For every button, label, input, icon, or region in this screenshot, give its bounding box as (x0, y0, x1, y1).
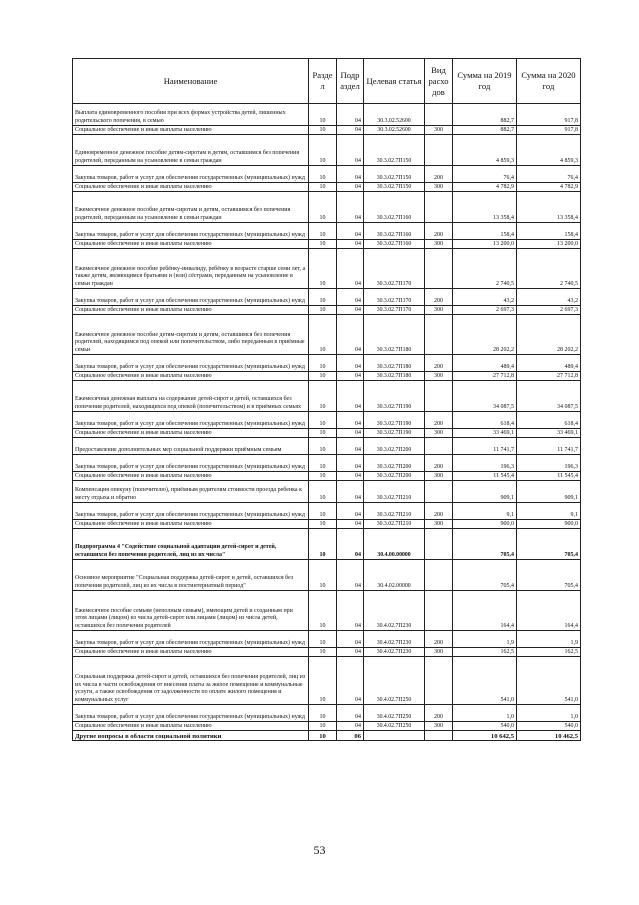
row-razdel-cell: 10 (309, 657, 337, 705)
row-expense-type-cell: 300 (425, 472, 453, 481)
table-row (73, 731, 581, 741)
row-expense-type-cell (425, 731, 453, 741)
row-target-article-cell: 30.3.02.7П150 (364, 166, 425, 183)
row-expense-type-cell: 300 (425, 722, 453, 731)
table-header-row (73, 59, 581, 104)
table-row (73, 503, 581, 520)
row-expense-type-cell (425, 192, 453, 223)
row-razdel-cell: 10 (309, 438, 337, 455)
row-podrazdel-cell: 04 (337, 135, 364, 166)
table-row (73, 657, 581, 705)
row-name-cell: Социальное обеспечение и иные выплаты населению (73, 648, 309, 657)
row-podrazdel-cell: 04 (337, 249, 364, 289)
row-podrazdel-cell: 04 (337, 472, 364, 481)
row-razdel-cell: 10 (309, 381, 337, 412)
row-name-cell: Социальное обеспечение и иные выплаты населению (73, 183, 309, 192)
row-expense-type-cell: 300 (425, 126, 453, 135)
row-sum-2020-cell: 10 462,5 (517, 731, 581, 741)
row-sum-2020-cell: 33 469,1 (517, 429, 581, 438)
row-sum-2019-cell: 11 545,4 (453, 472, 517, 481)
budget-table-wrapper (72, 58, 580, 741)
row-podrazdel-cell: 04 (337, 289, 364, 306)
row-target-article-cell: 30.3.02.7П180 (364, 315, 425, 355)
row-name-cell: Выплата единовременного пособия при всех формах устройства детей, лишенных родительского попечения, в семью (73, 104, 309, 126)
row-sum-2020-cell: 4 859,3 (517, 135, 581, 166)
row-expense-type-cell (425, 591, 453, 631)
row-podrazdel-cell: 04 (337, 722, 364, 731)
row-expense-type-cell (425, 438, 453, 455)
row-name-cell: Ежемесячное денежное пособие детям-сиротам и детям, оставшимся без попечения родителей, находящимся под опекой или попечительством, либо переданным в приёмные семьи (73, 315, 309, 355)
table-row (73, 306, 581, 315)
table-row (73, 481, 581, 503)
row-podrazdel-cell: 04 (337, 355, 364, 372)
table-row (73, 135, 581, 166)
table-row (73, 289, 581, 306)
table-row (73, 560, 581, 591)
row-name-cell: Закупка товаров, работ и услуг для обеспечения государственных (муниципальных) нужд (73, 705, 309, 722)
row-sum-2020-cell: 900,0 (517, 520, 581, 529)
row-expense-type-cell (425, 657, 453, 705)
row-sum-2019-cell: 158,4 (453, 223, 517, 240)
row-sum-2020-cell: 909,1 (517, 481, 581, 503)
table-row (73, 166, 581, 183)
row-sum-2019-cell: 540,0 (453, 722, 517, 731)
row-razdel-cell: 10 (309, 289, 337, 306)
row-sum-2020-cell: 43,2 (517, 289, 581, 306)
header-target-article: Целевая статья (364, 59, 425, 104)
row-name-cell: Социальное обеспечение и иные выплаты населению (73, 372, 309, 381)
row-razdel-cell: 10 (309, 503, 337, 520)
row-expense-type-cell: 200 (425, 503, 453, 520)
row-name-cell: Социальное обеспечение и иные выплаты населению (73, 240, 309, 249)
row-sum-2019-cell: 882,7 (453, 104, 517, 126)
row-podrazdel-cell: 04 (337, 372, 364, 381)
row-podrazdel-cell: 04 (337, 183, 364, 192)
row-podrazdel-cell: 04 (337, 438, 364, 455)
row-podrazdel-cell: 04 (337, 240, 364, 249)
row-sum-2019-cell: 2 697,3 (453, 306, 517, 315)
row-name-cell: Компенсация опекуну (попечителю), приёмным родителям стоимости проезда ребенка к месту отдыха и обратно (73, 481, 309, 503)
row-target-article-cell: 30.3.02.7П180 (364, 355, 425, 372)
row-target-article-cell: 30.4.02.7П250 (364, 722, 425, 731)
row-sum-2020-cell: 2 697,3 (517, 306, 581, 315)
row-name-cell: Закупка товаров, работ и услуг для обеспечения государственных (муниципальных) нужд (73, 455, 309, 472)
row-razdel-cell: 10 (309, 306, 337, 315)
row-name-cell: Социальное обеспечение и иные выплаты населению (73, 429, 309, 438)
row-podrazdel-cell: 04 (337, 126, 364, 135)
row-sum-2020-cell: 705,4 (517, 560, 581, 591)
header-expense-type: Вид расхо дов (425, 59, 453, 104)
row-sum-2019-cell: 909,1 (453, 481, 517, 503)
table-row (73, 183, 581, 192)
row-podrazdel-cell: 04 (337, 455, 364, 472)
row-razdel-cell: 10 (309, 520, 337, 529)
row-podrazdel-cell: 06 (337, 731, 364, 741)
row-sum-2020-cell: 11 545,4 (517, 472, 581, 481)
row-sum-2020-cell: 34 087,5 (517, 381, 581, 412)
table-row (73, 240, 581, 249)
row-sum-2019-cell: 13 358,4 (453, 192, 517, 223)
table-row (73, 520, 581, 529)
row-expense-type-cell: 300 (425, 240, 453, 249)
row-razdel-cell: 10 (309, 355, 337, 372)
table-row (73, 381, 581, 412)
row-expense-type-cell (425, 381, 453, 412)
row-name-cell: Закупка товаров, работ и услуг для обеспечения государственных (муниципальных) нужд (73, 503, 309, 520)
header-podrazdel: Подр аздел (337, 59, 364, 104)
row-podrazdel-cell: 04 (337, 657, 364, 705)
row-name-cell: Закупка товаров, работ и услуг для обеспечения государственных (муниципальных) нужд (73, 289, 309, 306)
row-expense-type-cell: 200 (425, 355, 453, 372)
row-sum-2020-cell: 917,8 (517, 126, 581, 135)
row-name-cell: Ежемесячное пособие семьям (неполным семьям), имеющим детей и созданным при этом лицами (лицом) из числа детей-сирот или лицами (лицом) из числа детей, оставшихся без попечения родителей (73, 591, 309, 631)
row-sum-2020-cell: 158,4 (517, 223, 581, 240)
row-sum-2019-cell: 1,9 (453, 631, 517, 648)
row-expense-type-cell (425, 315, 453, 355)
row-podrazdel-cell: 04 (337, 560, 364, 591)
row-target-article-cell: 30.3.02.7П190 (364, 412, 425, 429)
row-target-article-cell: 30.4.00.00000 (364, 529, 425, 560)
row-name-cell: Ежемесячное денежное пособие ребёнку-инвалиду, ребёнку в возрасте старше семи лет, а также детям, являющимся братьями и (или) сёстрами, переданным на усыновление в семьи граждан (73, 249, 309, 289)
row-expense-type-cell (425, 481, 453, 503)
row-name-cell: Социальное обеспечение и иные выплаты населению (73, 472, 309, 481)
row-name-cell: Единовременное денежное пособие детям-сиротам и детям, оставшимся без попечения родителей, переданным на усыновление в семьи граждан (73, 135, 309, 166)
row-expense-type-cell: 200 (425, 455, 453, 472)
row-razdel-cell: 10 (309, 166, 337, 183)
row-target-article-cell: 30.3.02.52600 (364, 126, 425, 135)
row-expense-type-cell: 300 (425, 372, 453, 381)
row-target-article-cell: 30.3.02.7П170 (364, 249, 425, 289)
row-sum-2019-cell: 541,0 (453, 657, 517, 705)
row-podrazdel-cell: 04 (337, 104, 364, 126)
row-name-cell: Социальная поддержка детей-сирот и детей, оставшихся без попечения родителей, лиц из их числа в части освобождения от внесения платы за жилое помещение и коммунальные услуги, а также освобождения от задолженности по оплате жилого помещения и коммунальных услуг (73, 657, 309, 705)
row-expense-type-cell (425, 560, 453, 591)
row-target-article-cell: 30.3.02.7П200 (364, 455, 425, 472)
row-podrazdel-cell: 04 (337, 503, 364, 520)
table-row (73, 412, 581, 429)
row-sum-2019-cell: 9,1 (453, 503, 517, 520)
row-target-article-cell: 30.3.02.7П210 (364, 481, 425, 503)
row-razdel-cell: 10 (309, 455, 337, 472)
row-razdel-cell: 10 (309, 648, 337, 657)
row-razdel-cell: 10 (309, 183, 337, 192)
row-sum-2020-cell: 27 712,8 (517, 372, 581, 381)
row-name-cell: Основное мероприятие "Социальная поддержка детей-сирот и детей, оставшихся без попечения родителей, лиц из их числа в постинтернатный период" (73, 560, 309, 591)
row-target-article-cell: 30.3.02.52600 (364, 104, 425, 126)
row-sum-2019-cell: 162,5 (453, 648, 517, 657)
row-sum-2020-cell: 28 202,2 (517, 315, 581, 355)
row-expense-type-cell: 300 (425, 520, 453, 529)
row-expense-type-cell: 200 (425, 223, 453, 240)
row-razdel-cell: 10 (309, 722, 337, 731)
row-razdel-cell: 10 (309, 731, 337, 741)
row-target-article-cell: 30.3.02.7П210 (364, 503, 425, 520)
row-sum-2019-cell: 882,7 (453, 126, 517, 135)
row-name-cell: Закупка товаров, работ и услуг для обеспечения государственных (муниципальных) нужд (73, 412, 309, 429)
row-sum-2019-cell: 2 740,5 (453, 249, 517, 289)
row-sum-2020-cell: 618,4 (517, 412, 581, 429)
row-sum-2019-cell: 196,3 (453, 455, 517, 472)
row-sum-2020-cell: 540,0 (517, 722, 581, 731)
table-row (73, 223, 581, 240)
row-sum-2019-cell: 1,0 (453, 705, 517, 722)
row-razdel-cell: 10 (309, 135, 337, 166)
row-podrazdel-cell: 04 (337, 306, 364, 315)
row-podrazdel-cell: 04 (337, 520, 364, 529)
row-podrazdel-cell: 04 (337, 166, 364, 183)
row-target-article-cell: 30.4.02.7П230 (364, 631, 425, 648)
row-razdel-cell: 10 (309, 126, 337, 135)
row-razdel-cell: 10 (309, 591, 337, 631)
table-row (73, 591, 581, 631)
row-name-cell: Закупка товаров, работ и услуг для обеспечения государственных (муниципальных) нужд (73, 355, 309, 372)
row-expense-type-cell: 200 (425, 631, 453, 648)
header-name: Наименование (73, 59, 309, 104)
table-row (73, 192, 581, 223)
row-sum-2020-cell: 541,0 (517, 657, 581, 705)
row-expense-type-cell (425, 104, 453, 126)
row-name-cell: Закупка товаров, работ и услуг для обеспечения государственных (муниципальных) нужд (73, 166, 309, 183)
row-sum-2019-cell: 164,4 (453, 591, 517, 631)
row-razdel-cell: 10 (309, 240, 337, 249)
row-podrazdel-cell: 04 (337, 412, 364, 429)
row-razdel-cell: 10 (309, 472, 337, 481)
row-expense-type-cell: 200 (425, 289, 453, 306)
row-target-article-cell: 30.3.02.7П180 (364, 372, 425, 381)
row-name-cell: Предоставление дополнительных мер социальной поддержки приёмным семьям (73, 438, 309, 455)
row-razdel-cell: 10 (309, 481, 337, 503)
row-target-article-cell: 30.3.02.7П200 (364, 438, 425, 455)
row-name-cell: Социальное обеспечение и иные выплаты населению (73, 126, 309, 135)
row-sum-2019-cell: 28 202,2 (453, 315, 517, 355)
row-name-cell: Социальное обеспечение и иные выплаты населению (73, 520, 309, 529)
row-name-cell: Ежемесячное денежное пособие детям-сиротам и детям, оставшимся без попечения родителей, переданным на усыновление в семьи граждан (73, 192, 309, 223)
row-name-cell: Закупка товаров, работ и услуг для обеспечения государственных (муниципальных) нужд (73, 631, 309, 648)
row-name-cell: Социальное обеспечение и иные выплаты населению (73, 722, 309, 731)
row-podrazdel-cell: 04 (337, 381, 364, 412)
row-sum-2019-cell: 618,4 (453, 412, 517, 429)
row-target-article-cell: 30.3.02.7П190 (364, 429, 425, 438)
row-razdel-cell: 10 (309, 223, 337, 240)
row-sum-2019-cell: 34 087,5 (453, 381, 517, 412)
row-expense-type-cell: 300 (425, 648, 453, 657)
row-sum-2019-cell: 705,4 (453, 560, 517, 591)
row-sum-2020-cell: 162,5 (517, 648, 581, 657)
row-razdel-cell: 10 (309, 529, 337, 560)
row-sum-2020-cell: 1,9 (517, 631, 581, 648)
row-razdel-cell: 10 (309, 104, 337, 126)
row-sum-2020-cell: 1,0 (517, 705, 581, 722)
header-sum-2019: Сумма на 2019 год (453, 59, 517, 104)
row-target-article-cell: 30.3.02.7П160 (364, 223, 425, 240)
row-sum-2020-cell: 4 782,9 (517, 183, 581, 192)
row-target-article-cell: 30.3.02.7П160 (364, 192, 425, 223)
row-name-cell: Другие вопросы в области социальной политики (73, 731, 309, 741)
row-expense-type-cell: 200 (425, 166, 453, 183)
row-target-article-cell: 30.3.02.7П210 (364, 520, 425, 529)
row-razdel-cell: 10 (309, 631, 337, 648)
row-sum-2020-cell: 164,4 (517, 591, 581, 631)
row-sum-2020-cell: 11 741,7 (517, 438, 581, 455)
row-sum-2020-cell: 76,4 (517, 166, 581, 183)
row-expense-type-cell: 200 (425, 705, 453, 722)
row-sum-2020-cell: 196,3 (517, 455, 581, 472)
row-sum-2019-cell: 11 741,7 (453, 438, 517, 455)
row-expense-type-cell: 200 (425, 412, 453, 429)
table-row (73, 438, 581, 455)
row-podrazdel-cell: 04 (337, 429, 364, 438)
row-sum-2020-cell: 13 200,0 (517, 240, 581, 249)
row-sum-2019-cell: 4 859,3 (453, 135, 517, 166)
header-razdel: Разде л (309, 59, 337, 104)
row-podrazdel-cell: 04 (337, 192, 364, 223)
row-razdel-cell: 10 (309, 560, 337, 591)
row-sum-2019-cell: 10 642,5 (453, 731, 517, 741)
row-razdel-cell: 10 (309, 315, 337, 355)
row-target-article-cell: 30.3.02.7П170 (364, 289, 425, 306)
row-target-article-cell: 30.4.02.7П250 (364, 705, 425, 722)
table-row (73, 472, 581, 481)
table-row (73, 631, 581, 648)
header-sum-2020: Сумма на 2020 год (517, 59, 581, 104)
row-name-cell: Ежемесячная денежная выплата на содержание детей-сирот и детей, оставшихся без попечения родителей, находящихся под опекой (попечительством) и в приёмных семьях (73, 381, 309, 412)
table-row (73, 722, 581, 731)
table-row (73, 104, 581, 126)
row-podrazdel-cell: 04 (337, 481, 364, 503)
table-row (73, 455, 581, 472)
row-razdel-cell: 10 (309, 705, 337, 722)
row-podrazdel-cell: 04 (337, 705, 364, 722)
table-row (73, 315, 581, 355)
row-expense-type-cell: 300 (425, 183, 453, 192)
row-podrazdel-cell: 04 (337, 223, 364, 240)
row-expense-type-cell: 300 (425, 429, 453, 438)
row-target-article-cell: 30.4.02.7П230 (364, 648, 425, 657)
row-sum-2019-cell: 43,2 (453, 289, 517, 306)
row-razdel-cell: 10 (309, 249, 337, 289)
table-row (73, 372, 581, 381)
table-body (73, 104, 581, 741)
row-target-article-cell: 30.3.02.7П200 (364, 472, 425, 481)
row-sum-2020-cell: 9,1 (517, 503, 581, 520)
row-razdel-cell: 10 (309, 429, 337, 438)
row-target-article-cell: 30.4.02.00000 (364, 560, 425, 591)
row-podrazdel-cell: 04 (337, 315, 364, 355)
row-expense-type-cell (425, 135, 453, 166)
row-sum-2019-cell: 900,0 (453, 520, 517, 529)
row-target-article-cell: 30.4.02.7П250 (364, 657, 425, 705)
row-target-article-cell (364, 731, 425, 741)
row-expense-type-cell (425, 529, 453, 560)
row-sum-2020-cell: 917,8 (517, 104, 581, 126)
row-podrazdel-cell: 04 (337, 648, 364, 657)
row-podrazdel-cell: 04 (337, 631, 364, 648)
row-sum-2019-cell: 13 200,0 (453, 240, 517, 249)
row-sum-2020-cell: 489,4 (517, 355, 581, 372)
row-sum-2020-cell: 705,4 (517, 529, 581, 560)
row-sum-2020-cell: 13 358,4 (517, 192, 581, 223)
row-sum-2019-cell: 705,4 (453, 529, 517, 560)
row-podrazdel-cell: 04 (337, 529, 364, 560)
row-target-article-cell: 30.3.02.7П150 (364, 183, 425, 192)
row-target-article-cell: 30.3.02.7П170 (364, 306, 425, 315)
row-sum-2020-cell: 2 740,5 (517, 249, 581, 289)
row-name-cell: Социальное обеспечение и иные выплаты населению (73, 306, 309, 315)
row-target-article-cell: 30.4.02.7П230 (364, 591, 425, 631)
row-expense-type-cell (425, 249, 453, 289)
row-razdel-cell: 10 (309, 192, 337, 223)
page-number: 53 (313, 843, 326, 857)
row-podrazdel-cell: 04 (337, 591, 364, 631)
row-name-cell: Подпрограмма 4 "Содействие социальной адаптации детей-сирот и детей, оставшихся без попечения родителей, лиц из их числа" (73, 529, 309, 560)
row-sum-2019-cell: 76,4 (453, 166, 517, 183)
table-row (73, 429, 581, 438)
table-row (73, 705, 581, 722)
table-row (73, 249, 581, 289)
table-row (73, 355, 581, 372)
table-row (73, 529, 581, 560)
table-row (73, 126, 581, 135)
table-row (73, 648, 581, 657)
budget-table (72, 58, 581, 741)
row-target-article-cell: 30.3.02.7П190 (364, 381, 425, 412)
row-sum-2019-cell: 489,4 (453, 355, 517, 372)
row-expense-type-cell: 300 (425, 306, 453, 315)
row-sum-2019-cell: 33 469,1 (453, 429, 517, 438)
row-razdel-cell: 10 (309, 412, 337, 429)
row-sum-2019-cell: 4 782,9 (453, 183, 517, 192)
row-target-article-cell: 30.3.02.7П150 (364, 135, 425, 166)
row-razdel-cell: 10 (309, 372, 337, 381)
row-name-cell: Закупка товаров, работ и услуг для обеспечения государственных (муниципальных) нужд (73, 223, 309, 240)
row-sum-2019-cell: 27 712,8 (453, 372, 517, 381)
row-target-article-cell: 30.3.02.7П160 (364, 240, 425, 249)
